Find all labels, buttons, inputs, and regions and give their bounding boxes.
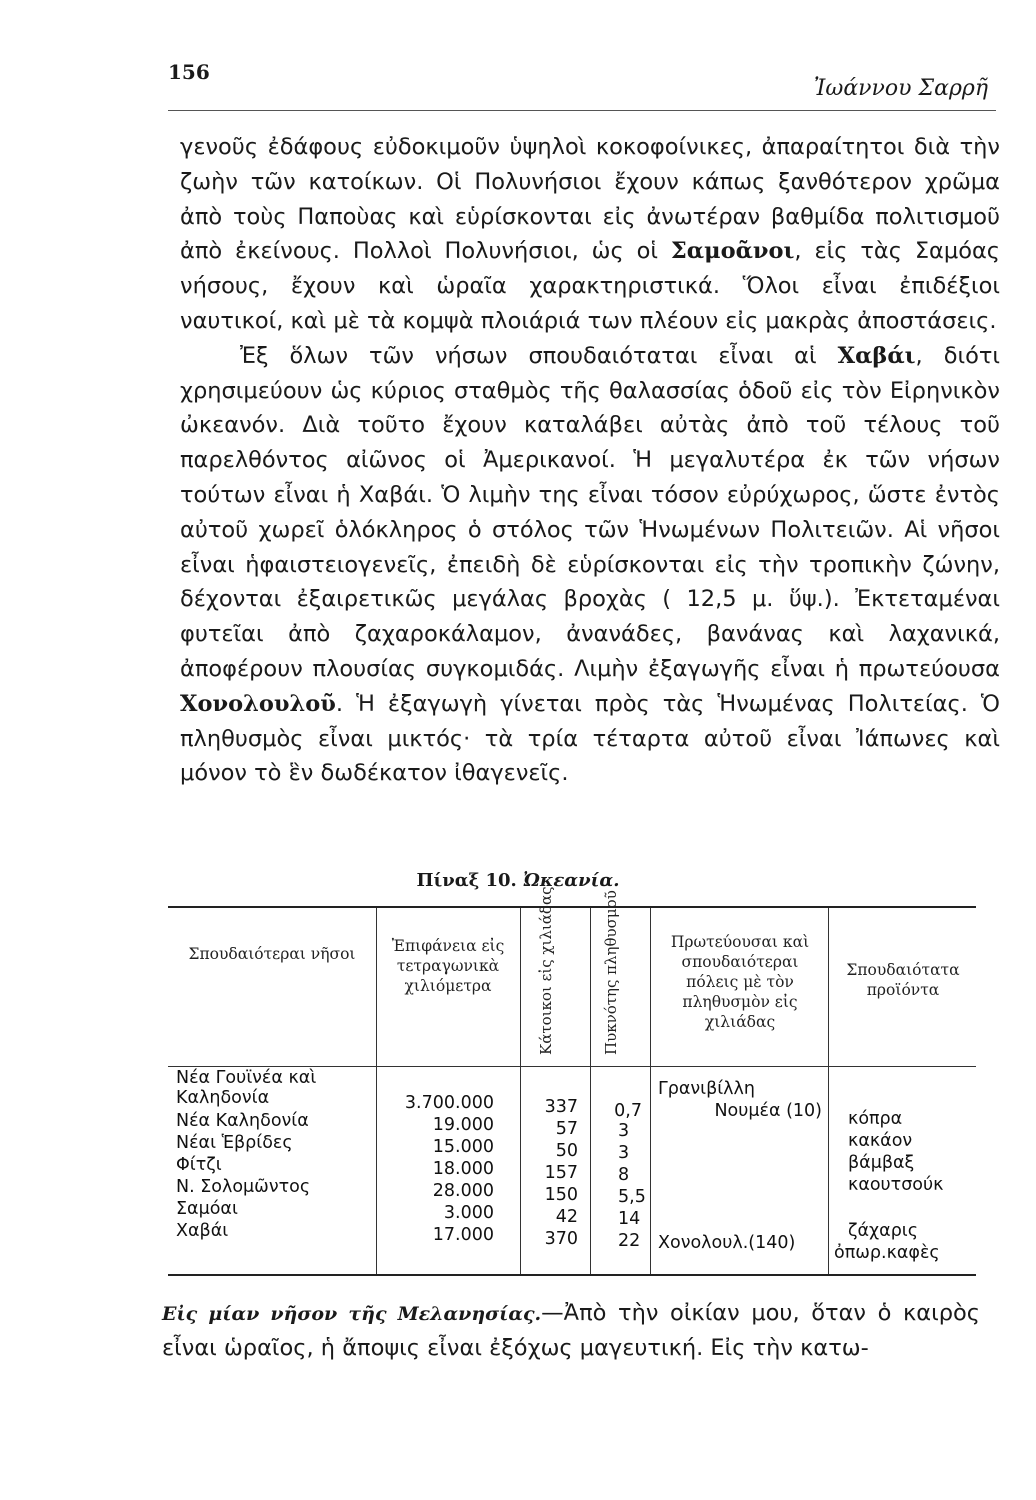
- paragraph-2-text-c: . Ἡ ἐξαγωγὴ γίνεται πρὸς τὰς Ἡνωμένας Πολιτείας. Ὁ πληθυσμὸς εἶναι μικτός· τὰ τρία τέταρτα αὐτοῦ εἶναι Ἰάπωνες καὶ μόνον τὸ ἓν δωδέκατον ἰθαγενεῖς.: [180, 690, 1000, 787]
- term-honolulu: Χονολουλοῦ: [180, 690, 336, 717]
- table-cell-area: 18.000: [432, 1159, 494, 1179]
- table-row-island: Φίτζι: [176, 1155, 222, 1175]
- table-cell-area: 15.000: [432, 1137, 494, 1157]
- table-cell-density: 22: [618, 1231, 641, 1251]
- table-cell-area: 28.000: [432, 1181, 494, 1201]
- table-row-island: Νέα Καληδονία: [176, 1111, 309, 1131]
- oceania-table: [168, 886, 976, 1276]
- column-divider: [590, 908, 591, 1274]
- footer-text: —Ἀπὸ τὴν οἰκίαν μου, ὅταν ὁ καιρὸς εἶναι ὡραῖος, ἡ ἄποψις εἶναι ἐξόχως μαγευτική. Εἰς τὴν κατω-: [162, 1300, 980, 1361]
- table-cell-density: 8: [618, 1165, 630, 1185]
- header-area: Ἐπιφάνεια εἰς τετραγωνικὰ χιλιόμετρα: [391, 937, 505, 995]
- header-density: Πυκνότης πληθυσμοῦ: [602, 890, 620, 1055]
- paragraph-2-text-a: Ἐξ ὅλων τῶν νήσων σπουδαιόταται εἶναι αἱ: [240, 342, 838, 369]
- footer-paragraph: [162, 1296, 980, 1365]
- table-cell-inhabitants: 370: [544, 1229, 578, 1249]
- table-caption: [0, 870, 1036, 891]
- table-caption-title: Ὠκεανία.: [523, 870, 620, 891]
- table-cell-inhabitants: 50: [555, 1141, 578, 1161]
- table-row-island: Σαμόαι: [176, 1199, 238, 1219]
- table-row-island: Ν. Σολομῶντος: [176, 1177, 311, 1197]
- header-rule: [168, 110, 996, 111]
- table-cell-area: 17.000: [432, 1225, 494, 1245]
- table-row-island: Νέαι Ἑβρίδες: [176, 1133, 293, 1153]
- header-islands: Σπουδαιότεραι νῆσοι: [188, 945, 356, 963]
- column-divider: [376, 908, 377, 1274]
- table-cell-density: 5,5: [618, 1187, 646, 1207]
- page-number: 156: [168, 60, 210, 84]
- term-hawaii: Χαβάι: [837, 342, 916, 369]
- table-row-island: Χαβάι: [176, 1221, 229, 1241]
- table-cell-capital: Νουμέα (10): [714, 1101, 822, 1121]
- table-cell-inhabitants: 150: [544, 1185, 578, 1205]
- column-divider: [520, 908, 521, 1274]
- table-cell-product: κακάον: [848, 1131, 913, 1151]
- header-divider: [168, 1066, 976, 1067]
- table-cell-density: 14: [618, 1209, 641, 1229]
- table-cell-capital: Χονολουλ.(140): [658, 1233, 796, 1253]
- table-cell-density: 3: [618, 1121, 630, 1141]
- table-cell-inhabitants: 157: [544, 1163, 578, 1183]
- paragraph-2: [180, 339, 1000, 791]
- table-cell-capital: Γρανιβίλλη: [658, 1079, 755, 1099]
- table-cell-product: ζάχαρις: [848, 1221, 918, 1241]
- table-cell-density: 3: [618, 1143, 630, 1163]
- table-row-island: Νέα Γουϊνέα καὶ Καληδονία: [176, 1068, 317, 1108]
- table-cell-inhabitants: 42: [555, 1207, 578, 1227]
- header-products: Σπουδαιότατα προϊόντα: [846, 961, 960, 999]
- paragraph-1-text-a: γενοῦς ἐδάφους εὐδοκιμοῦν ὑψηλοὶ κοκοφοίνικες, ἀπαραίτητοι διὰ τὴν ζωὴν τῶν κατοίκων. Οἱ Πολυνήσιοι ἔχουν κάπως ξανθότερον χρῶμα ἀπὸ τοὺς Παποὺας καὶ εὑρίσκονται εἰς ἀνωτέραν βαθμίδα πολιτισμοῦ ἀπὸ ἐκείνους. Πολλοὶ Πολυνήσιοι, ὡς οἱ: [180, 134, 1000, 265]
- table-cell-density: 0,7: [614, 1101, 642, 1121]
- table-cell-area: 3.700.000: [404, 1093, 494, 1113]
- paragraph-1-text-b: , εἰς τὰς Σαμόας νήσους, ἔχουν καὶ ὡραῖα χαρακτηριστικά. Ὅλοι εἶναι ἐπιδέξιοι ναυτικοί, καὶ μὲ τὰ κομψὰ πλοιάριά των πλέουν εἰς μακρὰς ἀποστάσεις.: [180, 238, 1001, 334]
- term-samoans: Σαμοᾶνοι: [670, 238, 795, 265]
- table-cell-product: κόπρα: [848, 1109, 903, 1129]
- paragraph-1: [180, 130, 1000, 339]
- header-capitals: Πρωτεύουσαι καὶ σπουδαιότεραι πόλεις μὲ τὸν πληθυσμὸν εἰς χιλιάδας: [670, 933, 810, 1031]
- table-cell-product: ὀπωρ.καφὲς: [834, 1243, 940, 1263]
- column-divider: [828, 908, 829, 1274]
- table-caption-number: Πίναξ 10.: [416, 870, 524, 891]
- footer-lead: [162, 1303, 541, 1325]
- table-cell-inhabitants: 57: [555, 1119, 578, 1139]
- body-text: [180, 130, 1000, 791]
- table-cell-inhabitants: 337: [544, 1097, 578, 1117]
- table-cell-area: 3.000: [443, 1203, 494, 1223]
- table-cell-area: 19.000: [432, 1115, 494, 1135]
- footer-lead-title: Εἰς μίαν νῆσον τῆς Μελανησίας.: [162, 1303, 542, 1325]
- paragraph-2-text-b: , διότι χρησιμεύουν ὡς κύριος σταθμὸς τῆς θαλασσίας ὁδοῦ εἰς τὸν Εἰρηνικὸν ὠκεανόν. Διὰ τοῦτο ἔχουν καταλάβει αὐτὰς ἀπὸ τοῦ τέλους τοῦ παρελθόντος αἰῶνος οἱ Ἀμερικανοί. Ἡ μεγαλυτέρα ἐκ τῶν νήσων τούτων εἶναι ἡ Χαβάι. Ὁ λιμὴν της εἶναι τόσον εὐρύχωρος, ὥστε ἐντὸς αὐτοῦ χωρεῖ ὁλόκληρος ὁ στόλος τῶν Ἡνωμένων Πολιτειῶν. Αἱ νῆσοι εἶναι ἡφαιστειογενεῖς, ἐπειδὴ δὲ εὑρίσκονται εἰς τὴν τροπικὴν ζώνην, δέχονται ἐξαιρετικῶς μεγάλας βροχὰς ( 12,5 μ. ὕψ.). Ἐκτεταμέναι φυτεῖαι ἀπὸ ζαχαροκάλαμον, ἀνανάδες, βανάνας καὶ λαχανικά, ἀποφέρουν πλουσίας συγκομιδάς. Λιμὴν ἐξαγωγῆς εἶναι ἡ πρωτεύουσα: [180, 342, 1000, 682]
- table-cell-product: βάμβαξ: [848, 1153, 915, 1173]
- header-inhabitants: Κάτοικοι εἰς χιλιάδας: [537, 886, 555, 1055]
- column-divider: [650, 908, 651, 1274]
- running-title: Ἰωάννου Σαρρῆ: [813, 76, 988, 101]
- table-cell-product: καουτσούκ: [848, 1175, 944, 1195]
